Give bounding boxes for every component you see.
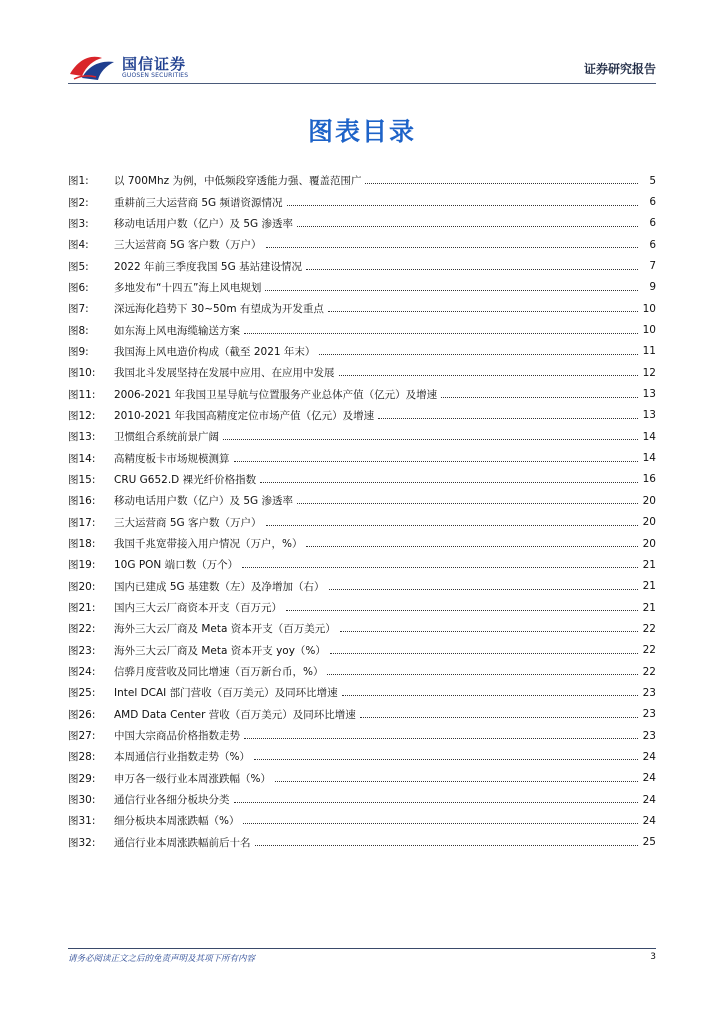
- footer-divider: [68, 948, 656, 949]
- toc-entry-title[interactable]: AMD Data Center 营收（百万美元）及同环比增速: [114, 708, 356, 721]
- toc-entry-label: 图25:: [68, 687, 96, 700]
- toc-entry-label: 图14:: [68, 452, 96, 465]
- toc-entry-label: 图27:: [68, 730, 96, 743]
- toc-entry[interactable]: [68, 298, 656, 319]
- toc-entry-title[interactable]: 2022 年前三季度我国 5G 基站建设情况: [114, 260, 303, 273]
- toc-entry-title[interactable]: 深远海化趋势下 30~50m 有望成为开发重点: [114, 303, 324, 316]
- toc-entry-page[interactable]: 5: [649, 174, 656, 187]
- toc-dot-leader: [287, 205, 639, 206]
- toc-entry[interactable]: [68, 490, 656, 511]
- toc-entry-title[interactable]: 2006-2021 年我国卫星导航与位置服务产业总体产值（亿元）及增速: [114, 388, 438, 401]
- table-of-figures: [68, 170, 656, 853]
- toc-entry-label: 图5:: [68, 260, 89, 273]
- toc-dot-leader: [340, 631, 638, 632]
- toc-entry-page[interactable]: 22: [642, 665, 656, 678]
- toc-entry-title[interactable]: 通信行业本周涨跌幅前后十名: [114, 836, 251, 849]
- toc-dot-leader: [329, 589, 639, 590]
- toc-dot-leader: [244, 738, 638, 739]
- toc-entry-title[interactable]: 如东海上风电海缆输送方案: [114, 324, 240, 337]
- toc-entry[interactable]: [68, 576, 656, 597]
- toc-entry[interactable]: [68, 704, 656, 725]
- toc-entry-label: 图17:: [68, 516, 96, 529]
- toc-dot-leader: [306, 269, 638, 270]
- footer-disclaimer: 请务必阅读正文之后的免责声明及其项下所有内容: [68, 954, 256, 964]
- toc-entry-title[interactable]: 本周通信行业指数走势（%）: [114, 751, 250, 764]
- toc-entry[interactable]: [68, 725, 656, 746]
- toc-entry-title[interactable]: 国内已建成 5G 基建数（左）及净增加（右）: [114, 580, 325, 593]
- toc-entry[interactable]: [68, 170, 656, 191]
- toc-dot-leader: [306, 546, 638, 547]
- toc-entry-page[interactable]: 9: [649, 281, 656, 294]
- toc-entry-label: 图11:: [68, 388, 96, 401]
- toc-entry-title[interactable]: 信骅月度营收及同比增速（百万新台币，%）: [114, 666, 324, 679]
- toc-entry-label: 图7:: [68, 303, 89, 316]
- toc-entry-title[interactable]: Intel DCAI 部门营收（百万美元）及同环比增速: [114, 687, 338, 700]
- toc-dot-leader: [223, 439, 638, 440]
- toc-entry[interactable]: [68, 746, 656, 767]
- toc-dot-leader: [297, 226, 638, 227]
- toc-entry-page[interactable]: 20: [642, 537, 656, 550]
- toc-entry-title[interactable]: 重耕前三大运营商 5G 频谱资源情况: [114, 196, 283, 209]
- toc-entry-label: 图2:: [68, 196, 89, 209]
- toc-entry-title[interactable]: 三大运营商 5G 客户数（万户）: [114, 516, 262, 529]
- toc-entry-title[interactable]: 三大运营商 5G 客户数（万户）: [114, 239, 262, 252]
- toc-entry-title[interactable]: 多地发布“十四五”海上风电规划: [114, 281, 262, 294]
- toc-entry[interactable]: [68, 682, 656, 703]
- toc-entry-page[interactable]: 20: [642, 516, 656, 529]
- toc-entry[interactable]: [68, 191, 656, 212]
- toc-entry-title[interactable]: 细分板块本周涨跌幅（%）: [114, 815, 240, 828]
- toc-entry-title[interactable]: CRU G652.D 裸光纤价格指数: [114, 473, 257, 486]
- toc-entry-title[interactable]: 中国大宗商品价格指数走势: [114, 730, 240, 743]
- toc-entry[interactable]: [68, 383, 656, 404]
- toc-entry[interactable]: [68, 832, 656, 853]
- toc-entry-page[interactable]: 13: [642, 388, 656, 401]
- toc-dot-leader: [360, 717, 638, 718]
- toc-entry-page[interactable]: 16: [642, 473, 656, 486]
- toc-entry-page[interactable]: 22: [642, 644, 656, 657]
- toc-dot-leader: [330, 653, 638, 654]
- toc-entry-page[interactable]: 10: [642, 302, 656, 315]
- toc-entry-page[interactable]: 24: [642, 793, 656, 806]
- toc-entry-title[interactable]: 以 700Mhz 为例，中低频段穿透能力强、覆盖范围广: [114, 175, 362, 188]
- toc-dot-leader: [242, 567, 638, 568]
- logo-english-text: GUOSEN SECURITIES: [122, 72, 189, 79]
- toc-entry-title[interactable]: 卫惯组合系统前景广阔: [114, 431, 219, 444]
- guosen-logo-mark-icon: [68, 52, 118, 82]
- toc-dot-leader: [234, 802, 639, 803]
- toc-dot-leader: [441, 397, 638, 398]
- toc-entry[interactable]: [68, 469, 656, 490]
- toc-dot-leader: [342, 695, 638, 696]
- toc-dot-leader: [243, 823, 638, 824]
- toc-entry-title[interactable]: 高精度板卡市场规模测算: [114, 452, 230, 465]
- toc-entry-page[interactable]: 13: [642, 409, 656, 422]
- toc-entry-label: 图3:: [68, 217, 89, 230]
- toc-entry-label: 图24:: [68, 666, 96, 679]
- toc-entry-page[interactable]: 24: [642, 772, 656, 785]
- toc-entry-label: 图26:: [68, 708, 96, 721]
- toc-dot-leader: [286, 610, 638, 611]
- toc-entry-page[interactable]: 20: [642, 494, 656, 507]
- toc-entry-page[interactable]: 21: [642, 601, 656, 614]
- toc-entry-title[interactable]: 移动电话用户数（亿户）及 5G 渗透率: [114, 495, 293, 508]
- toc-entry-title[interactable]: 10G PON 端口数（万个）: [114, 559, 239, 572]
- toc-entry-label: 图16:: [68, 495, 96, 508]
- toc-entry-label: 图32:: [68, 836, 96, 849]
- toc-entry-label: 图18:: [68, 538, 96, 551]
- toc-entry-label: 图28:: [68, 751, 96, 764]
- toc-dot-leader: [266, 525, 639, 526]
- toc-entry-label: 图10:: [68, 367, 96, 380]
- toc-entry[interactable]: [68, 661, 656, 682]
- toc-dot-leader: [378, 418, 638, 419]
- toc-entry-page[interactable]: 23: [642, 686, 656, 699]
- toc-entry[interactable]: [68, 255, 656, 276]
- toc-entry-page[interactable]: 12: [642, 366, 656, 379]
- toc-entry[interactable]: [68, 768, 656, 789]
- toc-entry-page[interactable]: 21: [642, 580, 656, 593]
- page-header: [68, 52, 656, 82]
- toc-entry-page[interactable]: 25: [642, 836, 656, 849]
- toc-dot-leader: [244, 333, 638, 334]
- toc-entry[interactable]: [68, 810, 656, 831]
- toc-dot-leader: [255, 845, 639, 846]
- toc-entry-label: 图31:: [68, 815, 96, 828]
- toc-entry-title[interactable]: 海外三大云厂商及 Meta 资本开支 yoy（%）: [114, 644, 326, 657]
- toc-entry[interactable]: [68, 213, 656, 234]
- toc-entry-page[interactable]: 10: [642, 324, 656, 337]
- toc-entry-label: 图19:: [68, 559, 96, 572]
- toc-entry-label: 图22:: [68, 623, 96, 636]
- toc-entry-label: 图12:: [68, 409, 96, 422]
- toc-dot-leader: [365, 183, 638, 184]
- toc-dot-leader: [234, 461, 639, 462]
- toc-entry-page[interactable]: 24: [642, 814, 656, 827]
- toc-dot-leader: [260, 482, 638, 483]
- toc-entry-label: 图15:: [68, 473, 96, 486]
- toc-entry-label: 图1:: [68, 175, 89, 188]
- toc-entry-title[interactable]: 移动电话用户数（亿户）及 5G 渗透率: [114, 217, 293, 230]
- toc-dot-leader: [254, 759, 638, 760]
- toc-entry-title[interactable]: 国内三大云厂商资本开支（百万元）: [114, 602, 282, 615]
- toc-entry-title[interactable]: 申万各一级行业本周涨跌幅（%）: [114, 772, 271, 785]
- toc-entry-label: 图13:: [68, 431, 96, 444]
- toc-entry-page[interactable]: 21: [642, 558, 656, 571]
- toc-entry-title[interactable]: 通信行业各细分板块分类: [114, 794, 230, 807]
- toc-dot-leader: [275, 781, 638, 782]
- toc-entry-label: 图6:: [68, 281, 89, 294]
- toc-entry-label: 图21:: [68, 602, 96, 615]
- toc-entry-label: 图8:: [68, 324, 89, 337]
- toc-entry-page[interactable]: 24: [642, 750, 656, 763]
- toc-dot-leader: [327, 674, 638, 675]
- toc-entry-page[interactable]: 14: [642, 452, 656, 465]
- toc-dot-leader: [297, 503, 638, 504]
- toc-entry[interactable]: [68, 789, 656, 810]
- toc-entry-page[interactable]: 22: [642, 622, 656, 635]
- toc-entry[interactable]: [68, 341, 656, 362]
- toc-entry[interactable]: [68, 234, 656, 255]
- header-divider: [68, 83, 656, 84]
- toc-entry-label: 图20:: [68, 580, 96, 593]
- toc-entry[interactable]: [68, 426, 656, 447]
- page-number: 3: [650, 952, 656, 962]
- toc-entry[interactable]: [68, 277, 656, 298]
- toc-entry[interactable]: [68, 512, 656, 533]
- toc-entry-page[interactable]: 6: [649, 217, 656, 230]
- toc-entry-page[interactable]: 11: [642, 345, 656, 358]
- toc-entry[interactable]: [68, 618, 656, 639]
- toc-entry-title[interactable]: 我国北斗发展坚持在发展中应用、在应用中发展: [114, 367, 335, 380]
- toc-entry-label: 图23:: [68, 644, 96, 657]
- toc-entry-page[interactable]: 14: [642, 430, 656, 443]
- logo-chinese-text: 国信证券: [122, 55, 187, 73]
- toc-entry[interactable]: [68, 597, 656, 618]
- toc-entry-title[interactable]: 2010-2021 年我国高精度定位市场产值（亿元）及增速: [114, 409, 375, 422]
- toc-entry-page[interactable]: 6: [649, 196, 656, 209]
- toc-dot-leader: [265, 290, 638, 291]
- toc-entry-page[interactable]: 6: [649, 238, 656, 251]
- toc-dot-leader: [328, 311, 638, 312]
- toc-dot-leader: [319, 354, 638, 355]
- toc-entry-page[interactable]: 23: [642, 729, 656, 742]
- toc-entry[interactable]: [68, 533, 656, 554]
- toc-entry[interactable]: [68, 554, 656, 575]
- toc-dot-leader: [266, 247, 639, 248]
- toc-entry-page[interactable]: 23: [642, 708, 656, 721]
- toc-entry[interactable]: [68, 362, 656, 383]
- toc-entry[interactable]: [68, 447, 656, 468]
- toc-entry-label: 图4:: [68, 239, 89, 252]
- page-title: 图表目录: [307, 117, 416, 146]
- toc-entry[interactable]: [68, 640, 656, 661]
- toc-entry-label: 图29:: [68, 772, 96, 785]
- toc-entry-label: 图30:: [68, 794, 96, 807]
- toc-entry-title[interactable]: 我国海上风电造价构成（截至 2021 年末）: [114, 345, 316, 358]
- toc-entry-label: 图9:: [68, 345, 89, 358]
- toc-entry[interactable]: [68, 319, 656, 340]
- report-type-label: 证券研究报告: [583, 62, 656, 76]
- toc-entry-title[interactable]: 我国千兆宽带接入用户情况（万户，%）: [114, 538, 303, 551]
- toc-dot-leader: [339, 375, 639, 376]
- toc-entry-page[interactable]: 7: [649, 260, 656, 273]
- toc-entry[interactable]: [68, 405, 656, 426]
- toc-entry-title[interactable]: 海外三大云厂商及 Meta 资本开支（百万美元）: [114, 623, 336, 636]
- company-logo: [68, 52, 218, 82]
